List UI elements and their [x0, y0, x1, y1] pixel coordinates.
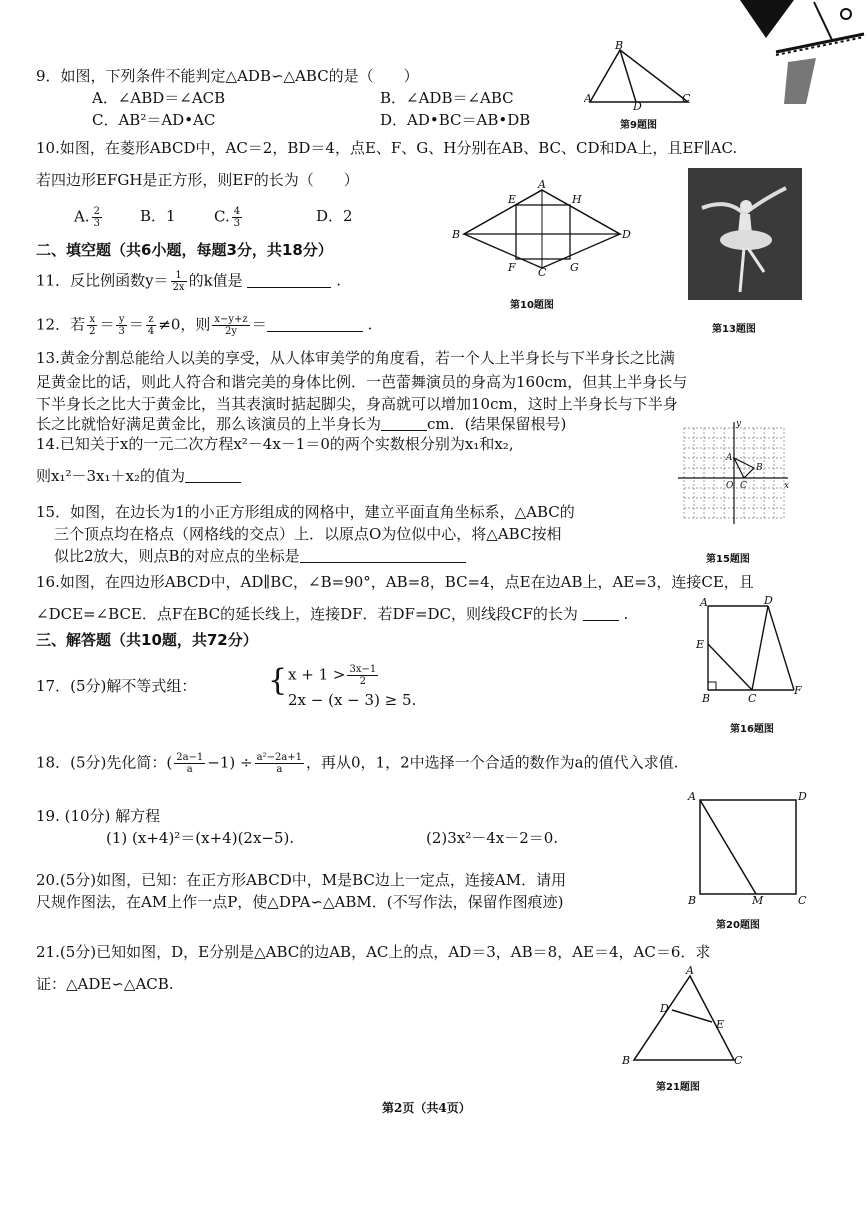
page-footer: 第2页（共4页） [382, 1101, 471, 1115]
q9-option-a: A．∠ABD＝∠ACB [92, 89, 226, 107]
q17-row2: 2x − (x − 3) ≥ 5. [288, 691, 417, 709]
section-3-heading: 三、解答题（共10题，共72分） [36, 631, 258, 649]
q10-option-c: C. $\frac{4}{3}$ [214, 206, 241, 229]
svg-text:A: A [686, 964, 694, 977]
svg-text:A: A [538, 178, 546, 191]
svg-text:D: D [798, 790, 807, 803]
q15-grid-figure [674, 418, 792, 526]
svg-text:M: M [752, 894, 764, 907]
q20-caption: 第20题图 [716, 920, 760, 931]
q15-caption: 第15题图 [706, 554, 750, 565]
svg-text:F: F [794, 684, 802, 697]
svg-text:H: H [572, 193, 582, 206]
q20-line1: 20.(5分)如图，已知：在正方形ABCD中，M是BC边上一定点，连接AM．请用 [36, 871, 567, 889]
q18: 18．(5分)先化简：( $\frac{2a-1}{a}$ −1) ÷ $\frac{\text{a²−2a+1}}{a}$ ，再从0，1，2中选择一个合适的数作为a的值代入求值. [36, 752, 679, 775]
section-2-heading: 二、填空题（共6小题，每题3分，共18分） [36, 241, 333, 259]
q10-option-a: A. $\frac{2}{3}$ [74, 206, 100, 229]
q12: 12．若 $\frac{x}{2}$ ＝ $\frac{y}{3}$ ＝ $\frac{z}{4}$ ≠0，则 $\frac{x-y+z}{2y}$ ＝ . [36, 314, 373, 337]
ballerina-icon [688, 168, 802, 300]
svg-text:B: B [622, 1054, 631, 1067]
q9-caption: 第9题图 [620, 120, 657, 131]
svg-text:A: A [584, 92, 592, 105]
svg-text:D: D [764, 594, 773, 607]
q10-stem: 10.如图，在菱形ABCD中，AC＝2，BD＝4，点E、F、G、H分别在AB、BC、CD和DA上，且EF∥AC. [36, 139, 738, 157]
svg-text:D: D [633, 100, 642, 112]
q9-option-c: C．AB²＝AD•AC [92, 111, 216, 129]
q14-line1: 14.已知关于x的一元二次方程x²－4x－1＝0的两个实数根分别为x₁和x₂, [36, 435, 514, 453]
svg-text:A: A [700, 596, 708, 609]
q13-line2: 足黄金比的话，则此人符合和谐完美的身体比例．一芭蕾舞演员的身高为160cm，但其上半身长与 [36, 373, 688, 391]
svg-text:C: C [682, 92, 691, 105]
q21-line1: 21.(5分)已知如图，D，E分别是△ABC的边AB，AC上的点，AD＝3，AB＝8，AE＝4，AC＝6．求 [36, 943, 711, 961]
q13-line4: 长之比就恰好满足黄金比，那么该演员的上半身长为 cm．(结果保留根号) [36, 415, 567, 433]
svg-text:O: O [726, 481, 734, 491]
q15-line1: 15．如图，在边长为1的小正方形组成的网格中，建立平面直角坐标系，△ABC的 [36, 503, 575, 521]
svg-text:E: E [716, 1018, 725, 1031]
q9-stem: 9．如图，下列条件不能判定△ADB∽△ABC的是（ ） [36, 67, 419, 85]
svg-text:B: B [688, 894, 697, 907]
q21-caption: 第21题图 [656, 1082, 700, 1093]
q10-caption: 第10题图 [510, 300, 554, 311]
q19-part1: (1) (x+4)²＝(x+4)(2x−5). [106, 829, 295, 847]
corner-decoration [736, 0, 867, 110]
svg-text:A: A [688, 790, 696, 803]
q21-line2: 证：△ADE∽△ACB. [36, 975, 174, 993]
svg-text:B: B [702, 692, 711, 705]
svg-text:B: B [615, 40, 624, 52]
q16-line2: ∠DCE=∠BCE．点F在BC的延长线上，连接DF．若DF=DC，则线段CF的长为 . [36, 605, 629, 623]
q21-figure [618, 964, 750, 1068]
svg-text:x: x [784, 481, 790, 491]
q16-figure [690, 594, 810, 712]
q11: 11．反比例函数y＝ $\frac{1}{2x}$ 的k值是 . [36, 270, 342, 293]
q10-option-d: D．2 [316, 207, 353, 225]
q19-heading: 19. (10分) 解方程 [36, 807, 161, 825]
q17-row1: x + 1 > $\frac{3x-1}{2}$ [288, 664, 377, 687]
svg-text:E: E [696, 638, 705, 651]
svg-text:E: E [508, 193, 517, 206]
q20-figure [684, 786, 810, 910]
ballerina-photo [688, 168, 802, 300]
q10-figure [452, 178, 636, 276]
q14-line2: 则x₁²－3x₁＋x₂的值为 [36, 466, 241, 486]
svg-text:C: C [538, 266, 547, 276]
q9-option-d: D．AD•BC＝AB•DB [380, 111, 531, 129]
q17-prefix: 17．(5分)解不等式组： [36, 677, 197, 695]
q13-line1: 13.黄金分割总能给人以美的享受，从人体审美学的角度看，若一个人上半身长与下半身长之比满 [36, 349, 675, 367]
svg-text:A: A [726, 453, 733, 463]
q20-line2: 尺规作图法，在AM上作一点P，使△DPA∽△ABM．(不写作法，保留作图痕迹) [36, 893, 564, 911]
svg-text:D: D [622, 228, 631, 241]
q15-line3: 似比2放大，则点B的对应点的坐标是 [54, 546, 466, 566]
q10-option-b: B．1 [140, 207, 176, 225]
q15-line2: 三个顶点均在格点（网格线的交点）上．以原点O为位似中心，将△ABC按相 [54, 525, 562, 543]
svg-text:C: C [734, 1054, 743, 1067]
q13-line3: 下半身长之比大于黄金比，当其表演时掂起脚尖，身高就可以增加10cm，这时上半身长与下半身 [36, 395, 678, 413]
svg-text:C: C [798, 894, 807, 907]
svg-text:D: D [660, 1002, 669, 1015]
q19-part2: (2)3x²－4x－2＝0. [426, 829, 559, 847]
q17-brace: { [268, 663, 288, 698]
q9-option-b: B．∠ADB＝∠ABC [380, 89, 514, 107]
q16-caption: 第16题图 [730, 724, 774, 735]
q10-stem2: 若四边形EFGH是正方形，则EF的长为（ ） [36, 171, 359, 189]
q13-caption: 第13题图 [712, 324, 756, 335]
q16-line1: 16.如图，在四边形ABCD中，AD∥BC，∠B=90°，AB=8，BC=4，点E在边AB上，AE=3，连接CE，且 [36, 573, 754, 591]
svg-text:y: y [736, 419, 742, 429]
q9-figure [584, 40, 696, 112]
svg-text:G: G [570, 261, 579, 274]
svg-text:C: C [740, 481, 747, 491]
svg-text:B: B [756, 463, 763, 473]
svg-text:C: C [748, 692, 757, 705]
svg-text:B: B [452, 228, 461, 241]
svg-text:F: F [508, 261, 516, 274]
